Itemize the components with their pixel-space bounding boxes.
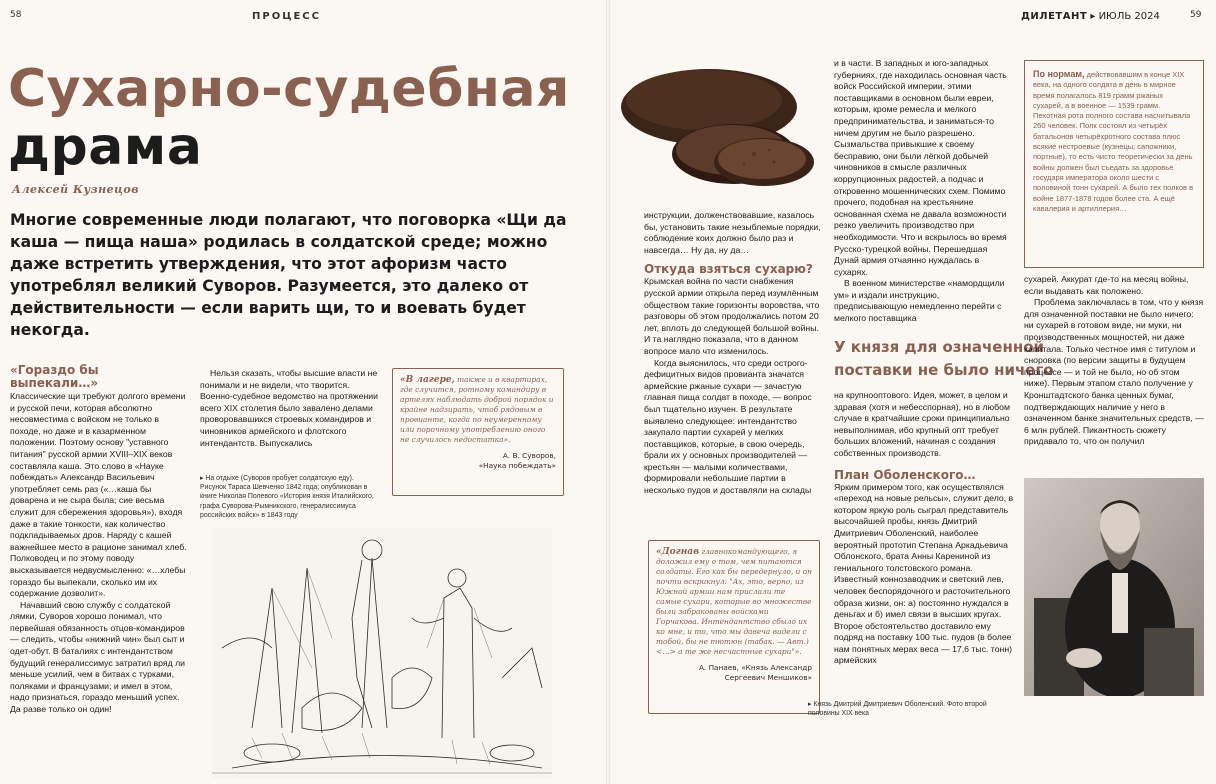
column-3: [644, 210, 822, 497]
title-line-1: Сухарно-судебная: [8, 59, 570, 119]
right-page: [608, 0, 1216, 784]
subhead-1: «Гораздо бы выпекали…»: [10, 363, 99, 390]
quote-source-line: Сергеевич Меншиков»: [724, 673, 812, 682]
paragraph: Когда выяснилось, что среди острогодефицитных видов провианта значатся армейские ржаные сухари — зачастую главная пища солдат в походе, — вопрос был тщательно изучен. В результате выявлено следующее: интендантство закупало партии сухарей у мелких поставщиков, которые, в свою очередь, брали их у основных производителей — крестьян — малыми количествами, формировали небольшие партии в несколько пудов и доставляли на склады: [644, 357, 812, 496]
page-number-right: 59: [1190, 10, 1202, 20]
quote-lead: «В лагере,: [400, 375, 455, 385]
pull-quote-suvorov: [392, 368, 564, 496]
paragraph: сухарей. Аккурат где-то на месяц войны, если выдавать как положено.: [1024, 274, 1189, 296]
rubric: ПРОЦЕСС: [252, 11, 321, 22]
paragraph: и в части. В западных и юго-западных губерниях, где находилась основная часть войск Российской империи, этими поставщиками в основном были евреи, которым, кроме ремесла и мелкого предпринимательства, и заниматься-то ничем другим не было разрешено. Сызмальства привыкшие к своему бесправию, они были лёгкой добычей чиновников в смысле различных коррупционных радостей, а подчас и откровенно мошеннических схем. Помимо прочего, подобная на крестьянине основанная схема не давала возможности резко увеличить производство при необходимости. Что и вскрылось во время Русско-турецкой войны. Перешедшая Дунай армия отчаянно нуждалась в сухарях.: [834, 58, 1007, 277]
caption-portrait: [808, 700, 1018, 718]
column-5: [1024, 274, 1204, 448]
quote-text: главнокомандующего, я доложил ему о том, чем питаются солдаты. Его как бы передернуло, и он почти вскрикнул: "Ах, это, верно, из Южной армии нам прислали те самые сухари, которые во множестве были забракованы войсками Горчакова. Интендантство сбыло их ко мне, и то, что мы давеча видели с тобой, бы не тютюн (табак. — Авт.) <…> а те же несчастные сухари"».: [656, 547, 812, 656]
article-title: [8, 60, 570, 176]
quote-source: [656, 663, 812, 683]
caption-text: На отдыхе (Суворов пробует солдатскую еду). Рисунок Тараса Шевченко 1842 года; опубликован в книге Николая Полевого «История князя Италийского, графа Суворова-Рымникского, генералиссимуса российских войск» в 1843 году: [200, 475, 374, 519]
caption-arrow-icon: ▸: [200, 475, 206, 482]
obolensky-portrait: [1024, 478, 1204, 696]
caption-illustration: [200, 474, 380, 520]
subhead-4: План Оболенского…: [834, 467, 976, 482]
paragraph: Начавший свою службу с солдатской лямки, Суворов хорошо понимал, что первейшая обязанность отцов-командиров — следить, чтобы «нижний чин» был сыт и одет-обут. В баталиях с интендантством будущий генералиссимус затратил вряд ли меньше усилий, чем в битвах с турками, поляками и французами; и имел в этом, надо признаться, гораздо меньший успех. Да разве только он один!: [10, 599, 186, 715]
lead-paragraph: Многие современные люди полагают, что поговорка «Щи да каша — пища наша» родилась в солдатской среде; можно даже встретить утверждения, что этот афоризм часто употреблял великий Суворов. Разумеется, это далеко от действительности — если варить щи, то и воевать будет некогда.: [10, 211, 567, 339]
page-number-left: 58: [10, 10, 22, 20]
quote-source-line: А. В. Суворов,: [502, 451, 556, 460]
quote-lead: «Догнав: [656, 547, 699, 557]
magazine-name: ДИЛЕТАНТ: [1021, 11, 1088, 22]
paragraph: на крупнооптового. Идея, может, в целом и здравая (хотя и небесспорная), но в любом случае в кратчайшие сроки принципиально невыполнимая, ибо крупный опт требует больших вложений, начиная с создания собственных производств.: [834, 390, 1010, 458]
quote-source-line: «Наука побеждать»: [478, 461, 556, 470]
paragraph: Ярким примером того, как осуществлялся «переход на новые рельсы», служит дело, в котором яркую роль сыграл представитель высочайшей пробы, князь Дмитрий Дмитриевич Оболенский, наиболее вероятный прототип Степана Аркадьевича Облонского, брата Анны Карениной из гениального толстовского романа. Известный коннозаводчик и светский лев, человек беспорядочного и расточительного образа жизни, он: а) постоянно нуждался в деньгах и б) имел связи в высших кругах. Второе обстоятельство доставило ему подряд на поставку 100 тыс. пудов (в более нам понятных мерах веса — 17,6 тыс. тонн) армейских: [834, 481, 1014, 666]
caption-text: Князь Дмитрий Дмитриевич Оболенский. Фото второй половины XIX века: [808, 701, 987, 718]
sidebar-heading: По нормам,: [1033, 69, 1085, 79]
pull-quote-panaev: [648, 540, 820, 714]
paragraph: Нельзя сказать, чтобы высшие власти не понимали и не видели, что творится. Военно-судебное ведомство на протяжении всего XIX столетия было завалено делами проворовавшихся строевых командиров и чиновников армейского и флотского интендантств. Выпускались: [200, 368, 378, 448]
subhead-2: Откуда взяться сухарю?: [644, 262, 813, 277]
column-2: [200, 368, 380, 449]
sidebar-norms: [1024, 60, 1204, 268]
quote-text: также и в квартирах, где случится, ротному командиру в артелях наблюдать доброй порядок и крайне надзирать, чтоб рядовым в провианте, когда по неумеренному или порочному употреблению оного не случилось недостатка».: [400, 375, 554, 444]
paragraph: Проблема заключалась в том, что у князя для означенной поставки не было ничего: ни сухарей в готовом виде, ни муки, ни производственных мощностей, ни даже капитала. Только честное имя с титулом и сноровка (по версии защиты в будущем процессе — и той не было, но об этом ниже). Первым этапом стало получение у Кронштадтского банка ценных бумаг, подтверждающих наличие у него в означенном банке значительных средств, — 6 млн рублей. Пикантность сюжету придавало то, что он получил: [1024, 297, 1204, 447]
author: Алексей Кузнецов: [12, 183, 139, 196]
column-4b: [834, 390, 1014, 667]
quote-source-line: А. Панаев, «Князь Александр: [698, 663, 812, 672]
paragraph: Крымская война по части снабжения русской армии открыла перед изумлённым обществом такие горизонты воровства, что разговоры об этом продолжались потом 20 лет, вплоть до следующей большой войны. И та наглядно показала, что в данном вопросе мало что изменилось.: [644, 276, 820, 356]
engraving-illustration: [212, 528, 552, 778]
title-line-2: драма: [8, 117, 203, 177]
issue-date: ИЮЛЬ 2024: [1098, 11, 1160, 22]
paragraph: инструкции, долженствовавшие, казалось бы, установить такие незыблемые порядки, соблюдение коих должно было раз и навсегда… Ну да, ну да…: [644, 210, 821, 255]
quote-source: [400, 451, 556, 471]
rye-bread-image: [614, 42, 824, 202]
masthead-arrow-icon: ▸: [1090, 11, 1099, 22]
sidebar-text: действовавшим в конце XIX века, на одного солдата в день в мирное время полагалось 819 грамм ржаных сухарей, а в военное — 1539 грамм. Пехотная рота полного состава насчитывала 260 человек. Полк состоял из четырёх батальонов четырёхротного состава плюс всякие нестроевые (кузнецы, сапожники, портные), то есть чисто теоретически за день войны должен был съедать за здоровье государя императора около шести с половиной тонн сухарей. А было тех полков в войне 1877-1878 годов более ста. А ещё кавалерия и артиллерия…: [1033, 70, 1194, 213]
column-1: [10, 364, 190, 716]
subhead-line: поставки не было ничего: [834, 361, 1054, 379]
subhead-line: У князя для означенной: [834, 338, 1045, 356]
column-4: [834, 58, 1014, 325]
masthead: [1021, 11, 1160, 22]
caption-arrow-icon: ▸: [808, 701, 814, 708]
paragraph: Классические щи требуют долгого времени и русской печи, которая абсолютно несовместима с войском не только в походе, но даже и в казарменном положении. Поэтому основу "уставного питания" русской армии XVIII–XIX веков составляла каша. Это слово в «Науке побеждать» Александр Васильевич употребляет семь раз («…каша бы доварена и не сыра была; сие весьма служит для сбережения здоровья»), входя даже в такие тонкости, как количество подкладываемых дров. Наряду с кашей важнейшее место в рационе занимал хлеб. Полководец и по этому поводу высказывается недвусмысленно: «…хлебы гораздо бы выпекали, сколько им их содержание дозволит».: [10, 391, 187, 599]
paragraph: В военном министерстве «намордщили ум» и издали инструкцию, предписывающую немедленно перейти с мелкого поставщика: [834, 278, 1005, 324]
